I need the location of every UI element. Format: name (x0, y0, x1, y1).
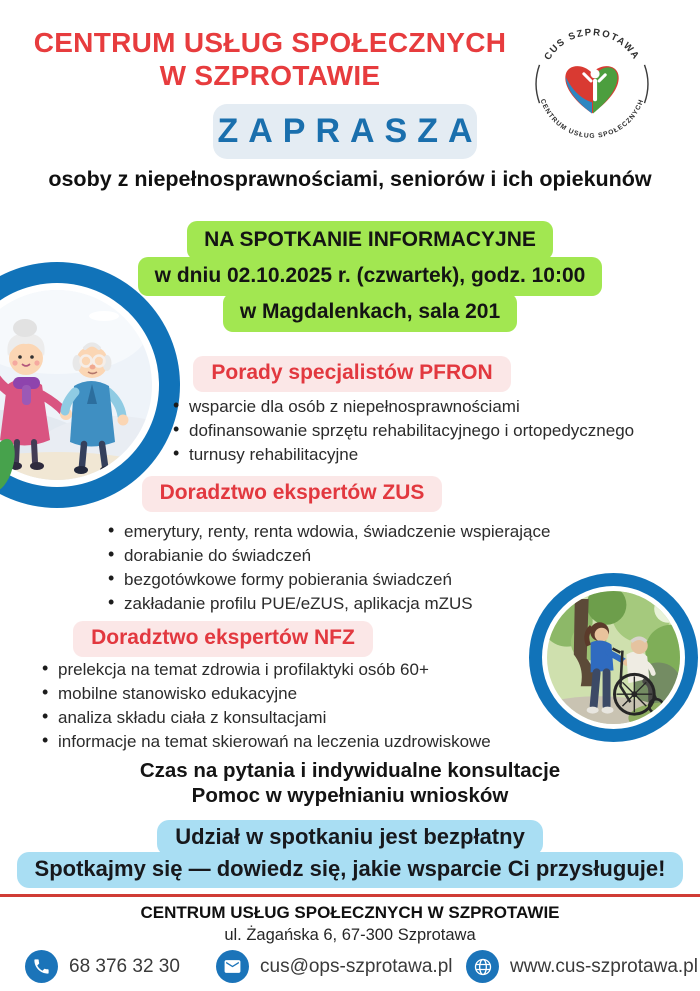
list-item: • dorabianie do świadczeń (107, 546, 667, 565)
phone-icon (25, 950, 58, 983)
caregiver-wheelchair-photo (529, 573, 698, 742)
logo-top-text: CUS SZPROTAWA (542, 27, 642, 63)
meeting-line-2: w dniu 02.10.2025 r. (czwartek), godz. 10:00 (138, 257, 603, 296)
list-item: • emerytury, renty, renta wdowia, świadczenie wspierające (107, 522, 667, 541)
list-item: • wsparcie dla osób z niepełnosprawnościami (172, 397, 682, 416)
banner-line2: Spotkajmy się — dowiedz się, jakie wsparcie Ci przysługuje! (17, 852, 684, 888)
closing-text (0, 758, 700, 808)
title-line1: CENTRUM USŁUG SPOŁECZNYCH (33, 27, 507, 58)
banner-line1: Udział w spotkaniu jest bezpłatny (157, 820, 543, 856)
list-item: • analiza składu ciała z konsultacjami (41, 708, 571, 727)
list-item: • mobilne stanowisko edukacyjne (41, 684, 571, 703)
contact-phone (25, 950, 180, 983)
footer-address: ul. Żagańska 6, 67-300 Szprotawa (224, 926, 476, 944)
email-icon (216, 950, 249, 983)
list-item: • dofinansowanie sprzętu rehabilitacyjnego i ortopedycznego (172, 421, 682, 440)
free-participation-banner (0, 820, 700, 888)
section-zus-header (0, 476, 584, 512)
invite-badge (213, 104, 483, 159)
section-nfz-list (41, 660, 571, 756)
list-item: • turnusy rehabilitacyjne (172, 445, 682, 464)
closing-line1: Czas na pytania i indywidualne konsultacje (139, 759, 561, 782)
audience-line: osoby z niepełnosprawnościami, seniorów i ich opiekunów (48, 167, 652, 191)
meeting-line-1: NA SPOTKANIE INFORMACYJNE (187, 221, 553, 260)
section-nfz-header (0, 621, 446, 657)
section-pfron-list (172, 397, 682, 469)
contact-website (466, 950, 698, 983)
website-url: www.cus-szprotawa.pl (510, 955, 698, 977)
org-logo (526, 18, 658, 160)
section-pfron-title: Porady specjalistów PFRON (193, 356, 510, 392)
logo-bottom-text: CENTRUM USŁUG SPOŁECZNYCH (538, 98, 646, 140)
invite-label: ZAPRASZA (217, 112, 483, 150)
list-item: • informacje na temat skierowań na leczenia uzdrowiskowe (41, 732, 571, 751)
email-address: cus@ops-szprotawa.pl (260, 955, 453, 977)
list-item: • bezgotówkowe formy pobierania świadczeń (107, 570, 667, 589)
org-logo-icon (526, 18, 658, 150)
list-item: • prelekcja na temat zdrowia i profilaktyki osób 60+ (41, 660, 571, 679)
closing-line2: Pomoc w wypełnianiu wniosków (191, 784, 509, 807)
title-line2: W SZPROTAWIE (159, 60, 381, 91)
globe-icon (466, 950, 499, 983)
contact-email (216, 950, 452, 983)
caregiver-wheelchair-icon (547, 591, 680, 724)
page-title (10, 26, 530, 92)
section-nfz-title: Doradztwo ekspertów NFZ (73, 621, 373, 657)
list-item: • zakładanie profilu PUE/eZUS, aplikacja mZUS (107, 594, 667, 613)
footer-org-name: CENTRUM USŁUG SPOŁECZNYCH W SZPROTAWIE (140, 903, 560, 922)
meeting-line-3: w Magdalenkach, sala 201 (223, 293, 517, 332)
section-pfron-header (2, 356, 700, 392)
footer-divider (0, 894, 700, 897)
phone-number: 68 376 32 30 (69, 955, 180, 977)
section-zus-title: Doradztwo ekspertów ZUS (142, 476, 443, 512)
